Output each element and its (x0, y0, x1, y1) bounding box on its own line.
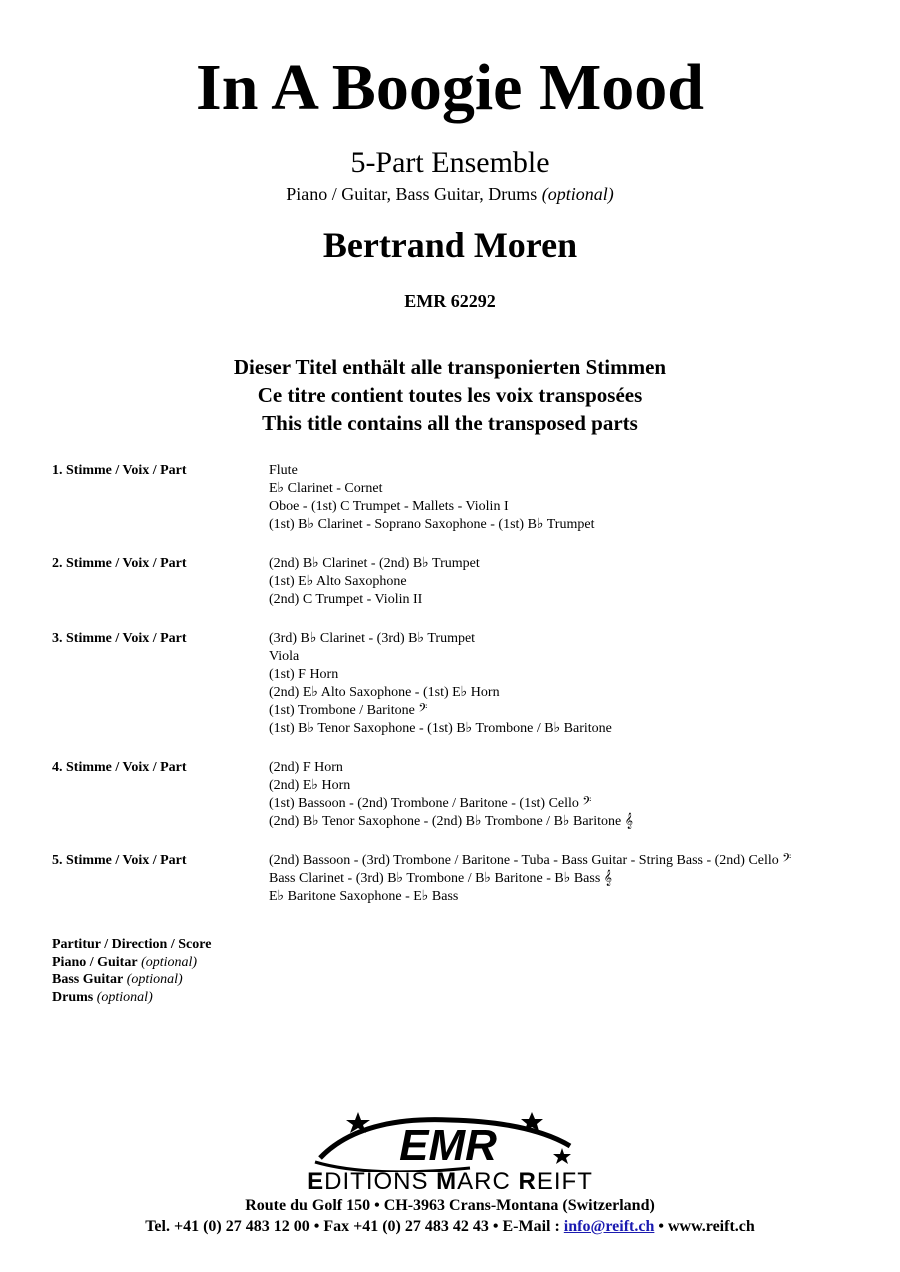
transposed-notice (0, 353, 900, 437)
instrumentation-optional: (optional) (541, 184, 614, 204)
emr-logo (300, 1108, 600, 1172)
extra-part-name: Drums (52, 989, 94, 1005)
extra-part-optional: (optional) (96, 989, 153, 1005)
instrument-line: (1st) B♭ Tenor Saxophone - (1st) B♭ Trombone / B♭ Baritone (269, 721, 612, 736)
part-label: 3. Stimme / Voix / Part (52, 631, 187, 646)
extra-part-item (52, 936, 211, 954)
page-title: In A Boogie Mood (196, 51, 704, 124)
instrument-line: (2nd) E♭ Horn (269, 778, 351, 793)
publisher-address: Route du Golf 150 • CH-3963 Crans-Montana (Switzerland) (245, 1197, 655, 1214)
catalog-number: EMR 62292 (404, 291, 496, 311)
instrumentation (0, 183, 900, 205)
publisher-contact (0, 1216, 900, 1238)
instrument-line: (3rd) B♭ Clarinet - (3rd) B♭ Trumpet (269, 631, 476, 646)
instrument-line: (1st) Bassoon - (2nd) Trombone / Baritone - (1st) Cello 𝄢 (269, 796, 592, 811)
extra-part-item (52, 954, 211, 972)
part-label: 2. Stimme / Voix / Part (52, 556, 187, 571)
brand-text-2: ARC (457, 1168, 519, 1195)
extra-part-name: Bass Guitar (52, 972, 124, 987)
instrument-line: (2nd) B♭ Clarinet - (2nd) B♭ Trumpet (269, 556, 480, 571)
extra-part-name: Piano / Guitar (52, 954, 138, 970)
instrument-line: Oboe - (1st) C Trumpet - Mallets - Violin I (269, 499, 509, 514)
extra-part-optional: (optional) (126, 972, 183, 987)
brand-initial-m: M (436, 1168, 458, 1195)
contact-phone-fax: Tel. +41 (0) 27 483 12 00 • Fax +41 (0) 27 483 42 43 • E-Mail : (145, 1218, 564, 1235)
instrument-line: (2nd) E♭ Alto Saxophone - (1st) E♭ Horn (269, 685, 500, 700)
part-instruments (269, 555, 480, 609)
instrumentation-text: Piano / Guitar, Bass Guitar, Drums (286, 184, 538, 204)
part-label: 1. Stimme / Voix / Part (52, 463, 187, 478)
part-instruments (269, 630, 612, 738)
instrument-line: Flute (269, 463, 298, 478)
composer-name: Bertrand Moren (322, 225, 578, 265)
part-instruments (269, 462, 594, 534)
instrument-line: (2nd) F Horn (269, 760, 343, 775)
instrument-line: (1st) F Horn (269, 667, 339, 682)
instrument-line: (2nd) B♭ Tenor Saxophone - (2nd) B♭ Trombone / B♭ Baritone 𝄞 (269, 814, 633, 829)
instrument-line: E♭ Clarinet - Cornet (269, 481, 383, 496)
instrument-line: (1st) E♭ Alto Saxophone (269, 574, 407, 589)
instrument-line: (1st) Trombone / Baritone 𝄢 (269, 703, 428, 718)
notice-en: This title contains all the transposed parts (262, 411, 638, 435)
logo-text: EMR (399, 1121, 497, 1170)
brand-text-3: EIFT (536, 1168, 593, 1195)
instrument-line: (2nd) C Trumpet - Violin II (269, 592, 423, 607)
instrument-line: Bass Clarinet - (3rd) B♭ Trombone / B♭ Baritone - B♭ Bass 𝄞 (269, 871, 613, 886)
part-label: 5. Stimme / Voix / Part (52, 853, 187, 868)
email-link[interactable]: info@reift.ch (563, 1218, 655, 1235)
instrument-line: (1st) B♭ Clarinet - Soprano Saxophone - (1st) B♭ Trumpet (269, 517, 595, 532)
extra-part-name: Partitur / Direction / Score (52, 937, 212, 952)
extra-part-item (52, 971, 211, 989)
contact-website: • www.reift.ch (654, 1218, 755, 1235)
instrument-line: (2nd) Bassoon - (3rd) Trombone / Baritone - Tuba - Bass Guitar - String Bass - (2nd) Cello 𝄢 (269, 853, 792, 868)
brand-initial-e: E (307, 1168, 325, 1195)
extra-part-item (52, 989, 211, 1007)
extra-parts-list (52, 936, 211, 1006)
part-label: 4. Stimme / Voix / Part (52, 760, 187, 775)
instrument-line: Viola (269, 649, 300, 664)
notice-fr: Ce titre contient toutes les voix transposées (257, 383, 643, 407)
part-instruments (269, 759, 633, 831)
ensemble-subtitle: 5-Part Ensemble (350, 146, 550, 179)
brand-text-1: DITIONS (324, 1168, 437, 1195)
instrument-line: E♭ Baritone Saxophone - E♭ Bass (269, 889, 459, 904)
brand-initial-r: R (518, 1168, 537, 1195)
publisher-brand (0, 1168, 900, 1196)
notice-de: Dieser Titel enthält alle transponierten Stimmen (233, 355, 667, 379)
extra-part-optional: (optional) (141, 954, 198, 970)
part-instruments (269, 852, 791, 906)
